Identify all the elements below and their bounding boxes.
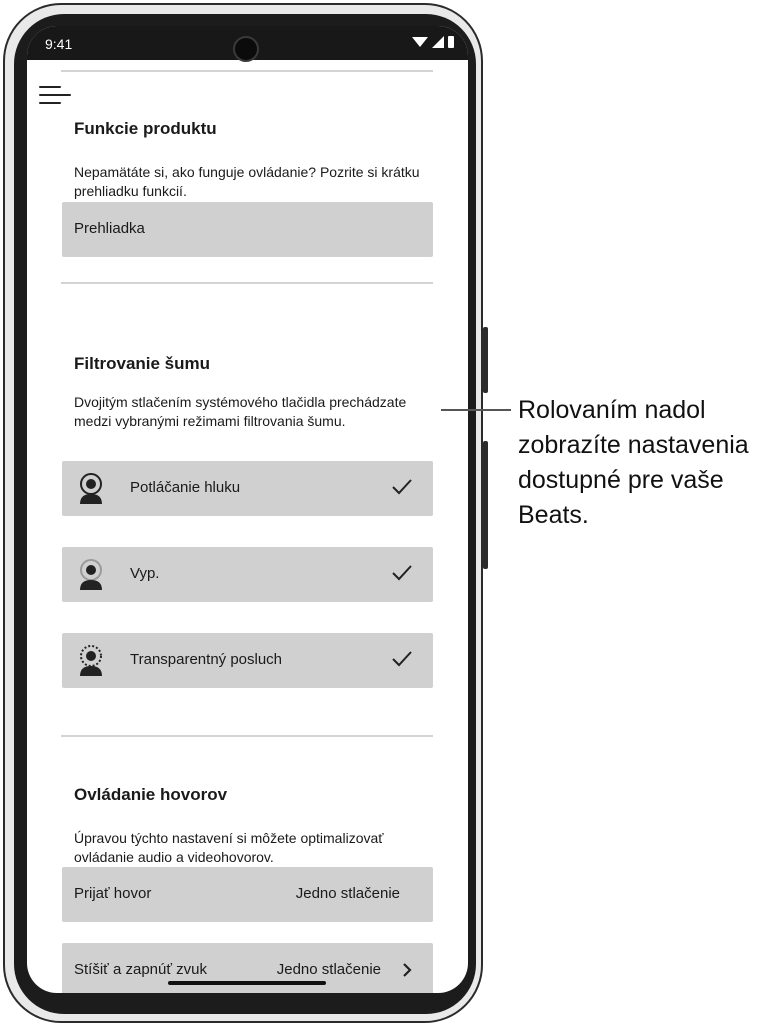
wifi-icon [412, 37, 428, 47]
side-button [483, 441, 488, 569]
mute-unmute-row[interactable] [62, 943, 433, 993]
features-description: Nepamätáte si, ako funguje ovládanie? Pozrite si krátku prehliadku funkcií. [74, 164, 420, 199]
answer-call-row[interactable] [62, 867, 433, 922]
person-off-icon [76, 559, 106, 591]
callout-line [441, 409, 511, 411]
callout-text: Rolovaním nadol zobrazíte nastavenia dostupné pre vaše Beats. [518, 396, 749, 529]
phone-screen [27, 26, 468, 993]
divider [61, 735, 433, 737]
row-value: Jedno stlačenie [295, 885, 400, 902]
mode-label: Transparentný posluch [130, 651, 283, 668]
signal-icon [432, 36, 444, 48]
home-indicator[interactable] [168, 981, 326, 985]
settings-content [27, 60, 468, 993]
status-time: 9:41 [45, 36, 73, 52]
tour-button[interactable] [62, 202, 433, 257]
transparency-icon [76, 645, 106, 677]
row-label: Stíšiť a zapnúť zvuk [74, 961, 207, 978]
mode-label: Vyp. [130, 565, 160, 582]
phone-frame [3, 3, 483, 1023]
mode-label: Potláčanie hluku [130, 479, 241, 496]
divider [61, 70, 433, 72]
status-bar [27, 26, 468, 60]
calls-description: Úpravou týchto nastavení si môžete optimalizovať ovládanie audio a videohovorov. [74, 830, 384, 865]
checkmark-icon [391, 478, 413, 496]
noise-description: Dvojitým stlačením systémového tlačidla prechádzate medzi vybranými režimami filtrovania šumu. [74, 394, 407, 429]
noise-cancel-icon [76, 473, 106, 505]
mode-noise-cancellation[interactable] [62, 461, 433, 516]
row-value: Jedno stlačenie [276, 961, 381, 978]
checkmark-icon [391, 650, 413, 668]
status-icons [412, 36, 454, 48]
menu-icon[interactable] [39, 86, 71, 106]
row-label: Prijať hovor [74, 885, 152, 902]
features-title: Funkcie produktu [74, 119, 217, 138]
calls-title: Ovládanie hovorov [74, 785, 228, 804]
checkmark-icon [391, 564, 413, 582]
chevron-right-icon [401, 962, 413, 978]
volume-button [483, 327, 488, 393]
mode-off[interactable] [62, 547, 433, 602]
tour-button-label: Prehliadka [74, 220, 145, 237]
battery-icon [448, 36, 454, 48]
front-camera [233, 36, 259, 62]
mode-transparency[interactable] [62, 633, 433, 688]
noise-title: Filtrovanie šumu [74, 354, 211, 373]
divider [61, 282, 433, 284]
